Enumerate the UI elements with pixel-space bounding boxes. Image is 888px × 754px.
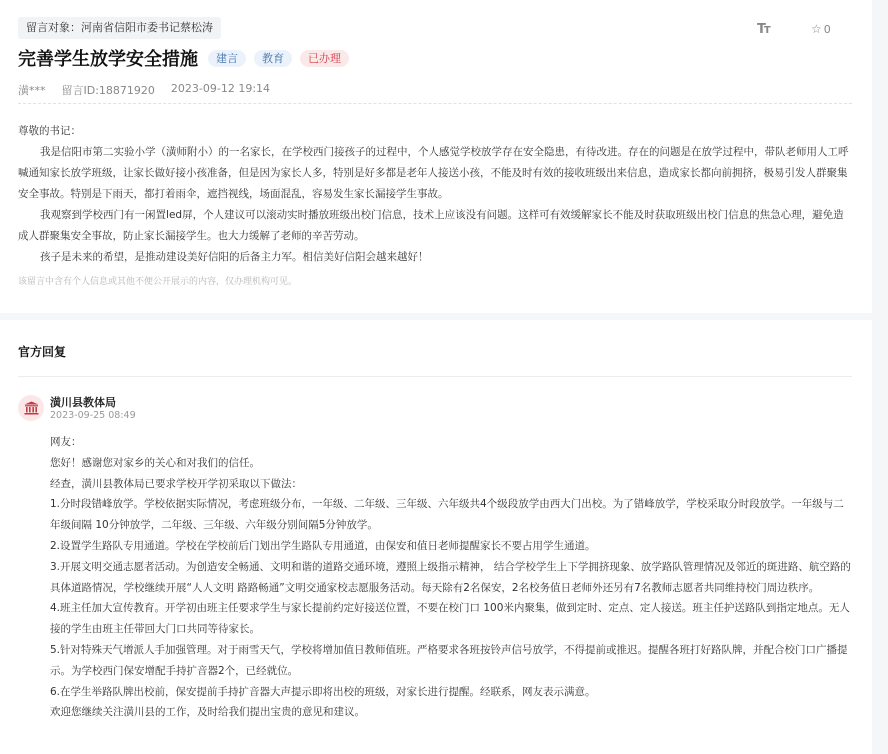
reply-line: 1.分时段错峰放学。学校依据实际情况，考虑班级分布，一年级、二年级、三年级、六年级共4个级段放学由西大门出校。为了错峰放学，学校采取分时段放学。一年级与二年级间隔 10分钟放学，二年级、三年级、六年级分别间隔5分钟放学。 bbox=[50, 498, 844, 532]
reply-line: 2.设置学生路队专用通道。学校在学校前后门划出学生路队专用通道，由保安和值日老师提醒家长不要占用学生通道。 bbox=[50, 539, 596, 552]
reply-line: 3.开展文明交通志愿者活动。为创造安全畅通、文明和谐的道路交通环境，遵照上级指示精神， 结合学校学生上下学拥挤现象、放学路队管理情况及邻近的斑进路、航空路的具体道路情况，学校继续开展“人人文明 路路畅通”文明交通家校志愿服务活动。每天除有2名保安，2名校务值日老师外还另有7名教师志愿者共同维持校门周边秩序。 bbox=[50, 560, 851, 594]
favorite-count: 0 bbox=[823, 23, 831, 36]
reply-organization: 潢川县教体局 bbox=[50, 396, 116, 409]
reply-line: 经查，潢川县教体局已要求学校开学初采取以下做法： bbox=[50, 477, 302, 490]
status-badge: 已办理 bbox=[300, 50, 349, 67]
paragraph: 我是信阳市第二实验小学（潢师附小）的一名家长，在学校西门接孩子的过程中，个人感觉学校放学存在安全隐患，有待改进。存在的问题是在放学过程中，带队老师用人工呼喊通知家长放学班级，让家长做好接小孩准备，但是因为家长人多，特别是好多都是老年人接送小孩，不能及时有效的接收班级出来信息，造成家长都向前拥挤，极易引发人群聚集安全事故。特别是下雨天，都打着雨伞，遮挡视线，场面混乱，容易发生家长漏接学生事故。 bbox=[18, 146, 849, 200]
message-content bbox=[18, 121, 852, 268]
title-row bbox=[18, 45, 357, 71]
divider bbox=[18, 103, 852, 104]
author: 潢*** bbox=[18, 84, 46, 97]
reply-line: 欢迎您继续关注潢川县的工作，及时给我们提出宝贵的意见和建议。 bbox=[50, 706, 365, 719]
reply-time: 2023-09-25 08:49 bbox=[50, 410, 136, 421]
favorite-button[interactable] bbox=[811, 22, 831, 36]
message-id: 留言ID:18871920 bbox=[61, 84, 155, 97]
reply-line: 6.在学生举路队牌出校前，保安提前手持扩音器大声提示即将出校的班级，对家长进行提醒。经联系，网友表示满意。 bbox=[50, 685, 596, 698]
reply-line: 5.针对特殊天气增派人手加强管理。对于雨雪天气，学校将增加值日教师值班。严格要求各班按铃声信号放学，不得提前或推迟。提醒各班打好路队牌，并配合校门口广播提示。为学校西门保安增配手持扩音器2个，已经就位。 bbox=[50, 643, 848, 677]
reply-content bbox=[50, 432, 852, 723]
tag-field: 教育 bbox=[254, 50, 292, 67]
section-title-official-reply: 官方回复 bbox=[18, 345, 67, 359]
font-size-icon[interactable]: TT bbox=[757, 22, 769, 37]
reply-line: 4.班主任加大宣传教育。开学初由班主任要求学生与家长提前约定好接送位置，不要在校门口 100米内聚集，做到定时、定点、定人接送。班主任护送路队到指定地点。无人接的学生由班主任带回大门口共同等待家长。 bbox=[50, 602, 850, 636]
reply-line: 您好！感谢您对家乡的关心和对我们的信任。 bbox=[50, 456, 260, 469]
tag-category: 建言 bbox=[208, 50, 246, 67]
recipient-label: 留言对象：河南省信阳市委书记蔡松涛 bbox=[18, 17, 221, 39]
divider bbox=[18, 376, 852, 377]
government-building-icon bbox=[18, 395, 44, 421]
paragraph: 我观察到学校西门有一闲置led屏，个人建议可以滚动实时播放班级出校门信息，技术上应该没有问题。这样可有效缓解家长不能及时获取班级出校门信息的焦急心理，避免造成人群聚集安全事故，防止家长漏接学生。也大力缓解了老师的辛苦劳动。 bbox=[18, 209, 844, 242]
paragraph: 孩子是未来的希望，是推动建设美好信阳的后备主力军。相信美好信阳会越来越好！ bbox=[40, 251, 429, 263]
page-title: 完善学生放学安全措施 bbox=[18, 49, 198, 70]
message-card bbox=[0, 0, 872, 313]
reply-line: 网友： bbox=[50, 436, 82, 448]
greeting: 尊敬的书记： bbox=[18, 125, 81, 137]
star-icon: ☆ bbox=[811, 22, 822, 36]
message-time: 2023-09-12 19:14 bbox=[170, 82, 271, 95]
message-meta bbox=[18, 82, 286, 98]
privacy-disclaimer: 该留言中含有个人信息或其他不便公开展示的内容，仅办理机构可见。 bbox=[18, 277, 298, 287]
